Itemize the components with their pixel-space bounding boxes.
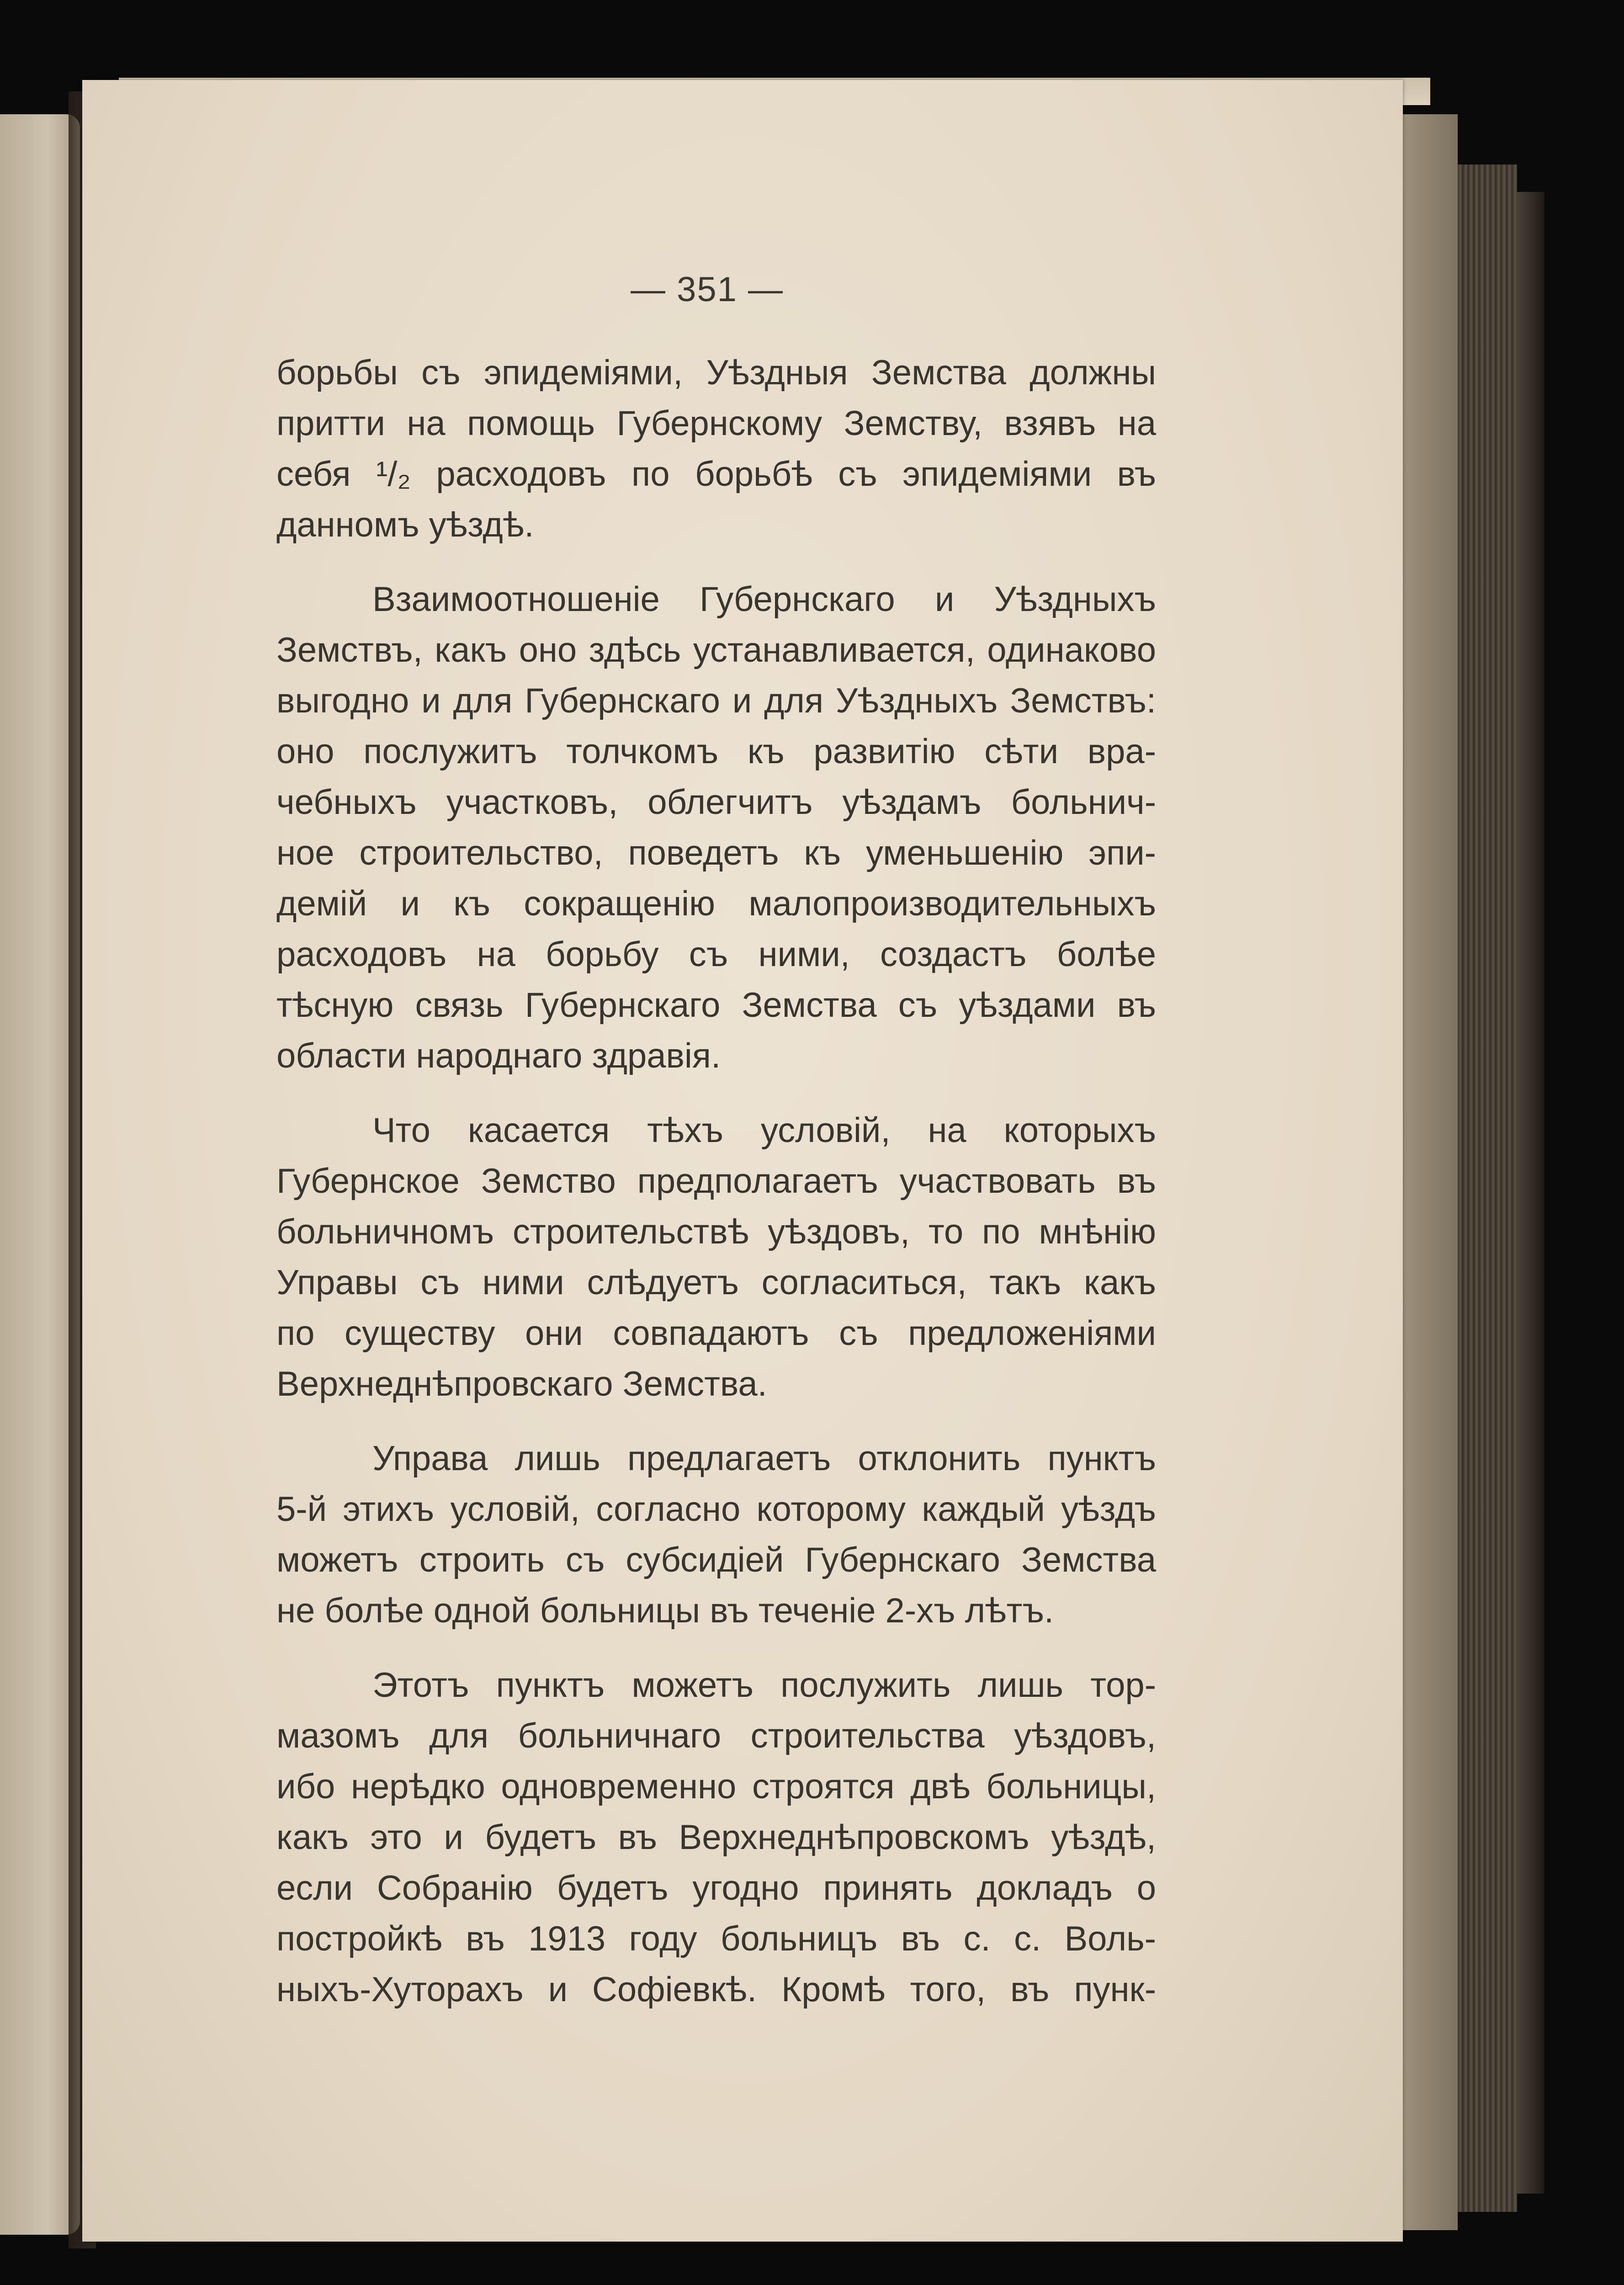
text-line: оно послужитъ толчкомъ къ развитію сѣти вра-: [276, 732, 1156, 771]
paragraph-2: [276, 574, 1156, 1081]
text-line: Земствъ, какъ оно здѣсь устанавливается, одинаково: [276, 631, 1156, 670]
text-line: Управа лишь предлагаетъ отклонить пунктъ: [372, 1439, 1156, 1478]
text-line: ное строительство, поведетъ къ уменьшенію эпи-: [276, 834, 1156, 872]
text-line: постройкѣ въ 1913 году больницъ въ с. с. Воль-: [276, 1919, 1156, 1958]
body-text: [276, 347, 1156, 2039]
text-line: не болѣе одной больницы въ теченіе 2-хъ лѣтъ.: [276, 1591, 1054, 1630]
text-line: ныхъ-Хуторахъ и Софіевкѣ. Кромѣ того, въ пунк-: [276, 1970, 1156, 2009]
text-line: Управы съ ними слѣдуетъ согласиться, такъ какъ: [276, 1263, 1156, 1302]
paragraph-5: [276, 1660, 1156, 2015]
text-line: чебныхъ участковъ, облегчитъ уѣздамъ больнич-: [276, 783, 1156, 822]
text-line: притти на помощь Губернскому Земству, взявъ на: [276, 404, 1156, 443]
paragraph-3: [276, 1105, 1156, 1409]
text-line: ибо нерѣдко одновременно строятся двѣ больницы,: [276, 1767, 1156, 1806]
page-number: — 351 —: [631, 270, 784, 309]
facing-page-edge: [0, 114, 80, 2235]
text-line: Губернское Земство предполагаетъ участвовать въ: [276, 1162, 1156, 1201]
text-line: Верхнеднѣпровскаго Земства.: [276, 1365, 767, 1403]
paragraph-4: [276, 1433, 1156, 1636]
text-line: тѣсную связь Губернскаго Земства съ уѣздами въ: [276, 986, 1156, 1025]
text-line: мазомъ для больничнаго строительства уѣздовъ,: [276, 1716, 1156, 1755]
text-line: если Собранію будетъ угодно принять докладъ о: [276, 1869, 1156, 1908]
text-line: по существу они совпадаютъ съ предложеніями: [276, 1314, 1156, 1353]
page-stack-layers: [1458, 165, 1517, 2212]
text-line: 5-й этихъ условій, согласно которому каждый уѣздъ: [276, 1490, 1156, 1529]
text-line: выгодно и для Губернскаго и для Уѣздныхъ Земствъ:: [276, 681, 1156, 720]
text-line: себя ¹/₂ расходовъ по борьбѣ съ эпидеміями въ: [276, 455, 1156, 494]
text-line: расходовъ на борьбу съ ними, создастъ болѣе: [276, 935, 1156, 974]
text-line: данномъ уѣздѣ.: [276, 505, 534, 544]
book-cover-edge: [1517, 192, 1544, 2194]
text-line: больничномъ строительствѣ уѣздовъ, то по мнѣнію: [276, 1212, 1156, 1251]
text-line: борьбы съ эпидеміями, Уѣздныя Земства должны: [276, 353, 1156, 392]
text-line: демій и къ сокращенію малопроизводительныхъ: [276, 884, 1156, 923]
text-line: Что касается тѣхъ условій, на которыхъ: [372, 1111, 1156, 1150]
text-line: Взаимоотношеніе Губернскаго и Уѣздныхъ: [372, 580, 1156, 619]
text-line: Этотъ пунктъ можетъ послужить лишь тор-: [372, 1666, 1156, 1705]
text-line: какъ это и будетъ въ Верхнеднѣпровскомъ уѣздѣ,: [276, 1818, 1156, 1857]
text-line: области народнаго здравія.: [276, 1036, 721, 1075]
paragraph-1: [276, 347, 1156, 550]
text-line: можетъ строить съ субсидіей Губернскаго Земства: [276, 1541, 1156, 1579]
